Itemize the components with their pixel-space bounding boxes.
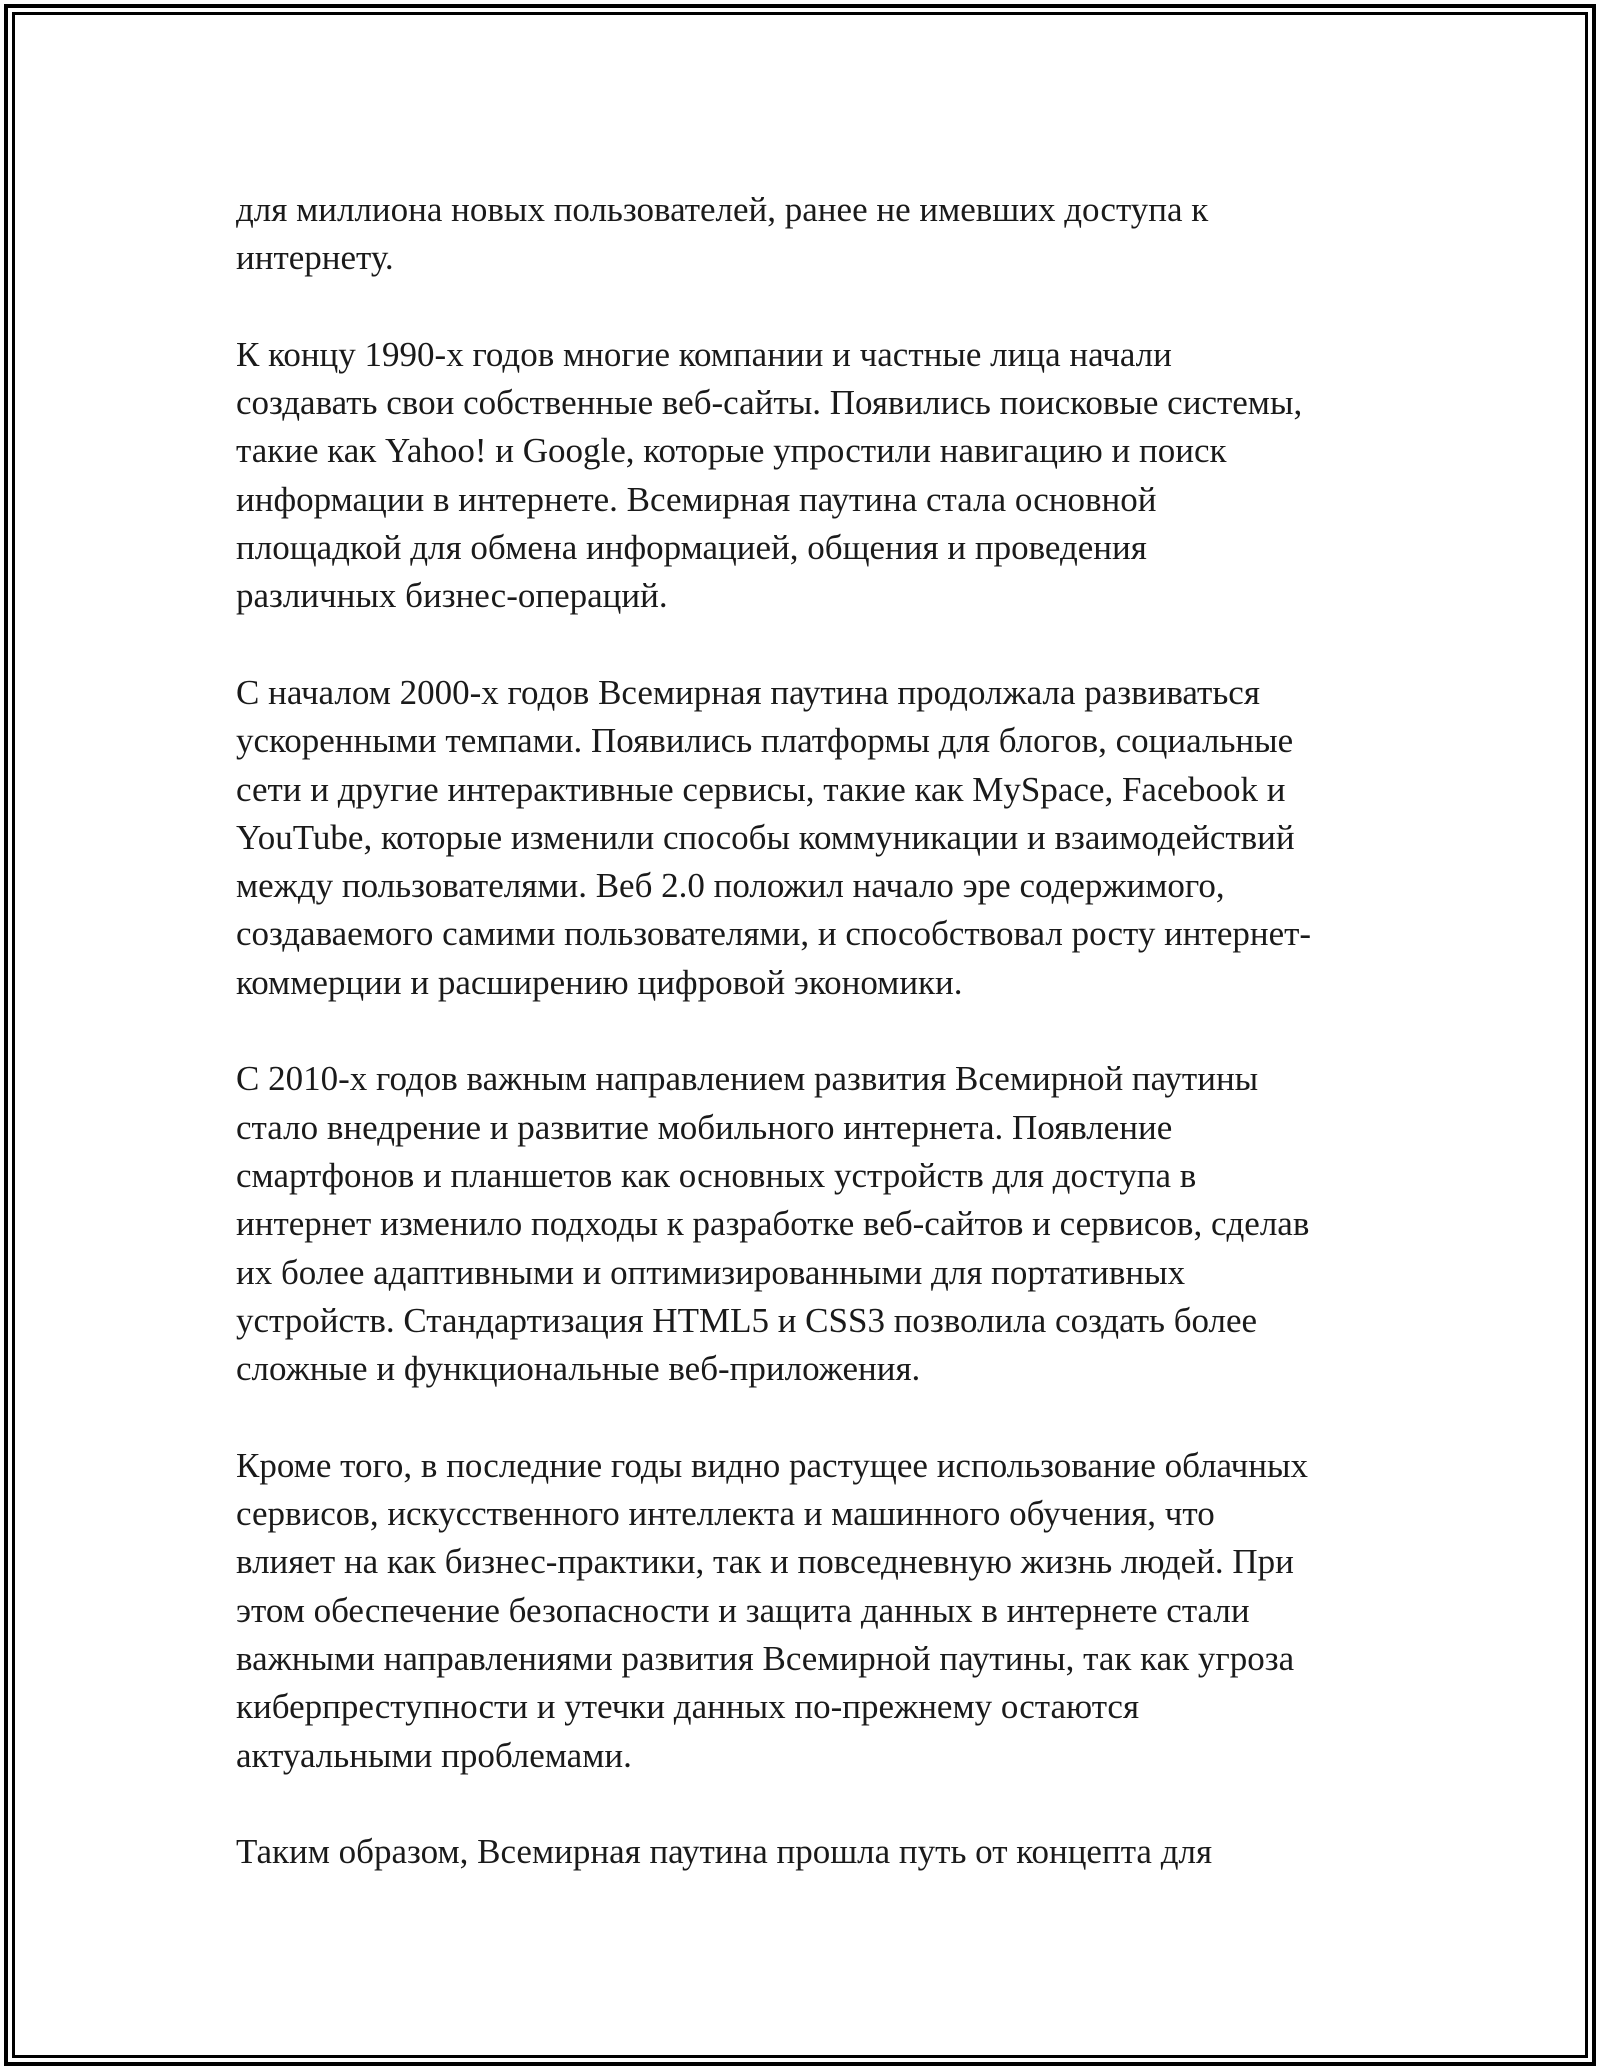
text-line: коммерции и расширению цифровой экономики.	[236, 962, 963, 1002]
text-line: влияет на как бизнес-практики, так и повседневную жизнь людей. При	[236, 1542, 1294, 1582]
text-line: Таким образом, Всемирная паутина прошла путь от концепта для	[236, 1832, 1213, 1872]
text-line: С 2010-х годов важным направлением развития Всемирной паутины	[236, 1059, 1259, 1099]
text-line: площадкой для обмена информацией, общения и проведения	[236, 528, 1147, 568]
text-line: создаваемого самими пользователями, и способствовал росту интернет-	[236, 914, 1312, 954]
text-line: информации в интернете. Всемирная паутина стала основной	[236, 479, 1157, 519]
text-line: стало внедрение и развитие мобильного интернета. Появление	[236, 1107, 1173, 1147]
text-line: сложные и функциональные веб-приложения.	[236, 1349, 921, 1389]
text-line: важными направлениями развития Всемирной паутины, так как угроза	[236, 1638, 1295, 1678]
paragraph	[236, 1055, 1376, 1393]
text-line: сети и другие интерактивные сервисы, такие как MySpace, Facebook и	[236, 769, 1286, 809]
text-line: К концу 1990-х годов многие компании и частные лица начали	[236, 334, 1172, 374]
paragraph	[236, 1442, 1376, 1780]
text-line: Кроме того, в последние годы видно растущее использование облачных	[236, 1445, 1309, 1485]
paragraph	[236, 331, 1376, 621]
text-line: актуальными проблемами.	[236, 1735, 632, 1775]
text-line: между пользователями. Веб 2.0 положил начало эре содержимого,	[236, 866, 1225, 906]
text-line: различных бизнес-операций.	[236, 576, 668, 616]
text-line: такие как Yahoo! и Google, которые упростили навигацию и поиск	[236, 431, 1227, 471]
text-line: интернету.	[236, 238, 394, 278]
text-line: этом обеспечение безопасности и защита данных в интернете стали	[236, 1590, 1250, 1630]
text-line: интернет изменило подходы к разработке веб-сайтов и сервисов, сделав	[236, 1204, 1310, 1244]
document-body	[236, 186, 1376, 1876]
text-line: создавать свои собственные веб-сайты. Появились поисковые системы,	[236, 383, 1303, 423]
paragraph	[236, 186, 1376, 283]
text-line: С началом 2000-х годов Всемирная паутина продолжала развиваться	[236, 672, 1260, 712]
text-line: киберпреступности и утечки данных по-прежнему остаются	[236, 1687, 1140, 1727]
text-line: сервисов, искусственного интеллекта и машинного обучения, что	[236, 1494, 1215, 1534]
text-line: для миллиона новых пользователей, ранее не имевших доступа к	[236, 190, 1209, 229]
text-line: устройств. Стандартизация HTML5 и CSS3 позволила создать более	[236, 1300, 1258, 1340]
text-line: ускоренными темпами. Появились платформы для блогов, социальные	[236, 721, 1294, 761]
paragraph	[236, 1828, 1376, 1876]
text-line: YouTube, которые изменили способы коммуникации и взаимодействий	[236, 817, 1295, 857]
text-line: смартфонов и планшетов как основных устройств для доступа в	[236, 1155, 1197, 1195]
text-line: их более адаптивными и оптимизированными для портативных	[236, 1252, 1186, 1292]
paragraph	[236, 669, 1376, 1007]
